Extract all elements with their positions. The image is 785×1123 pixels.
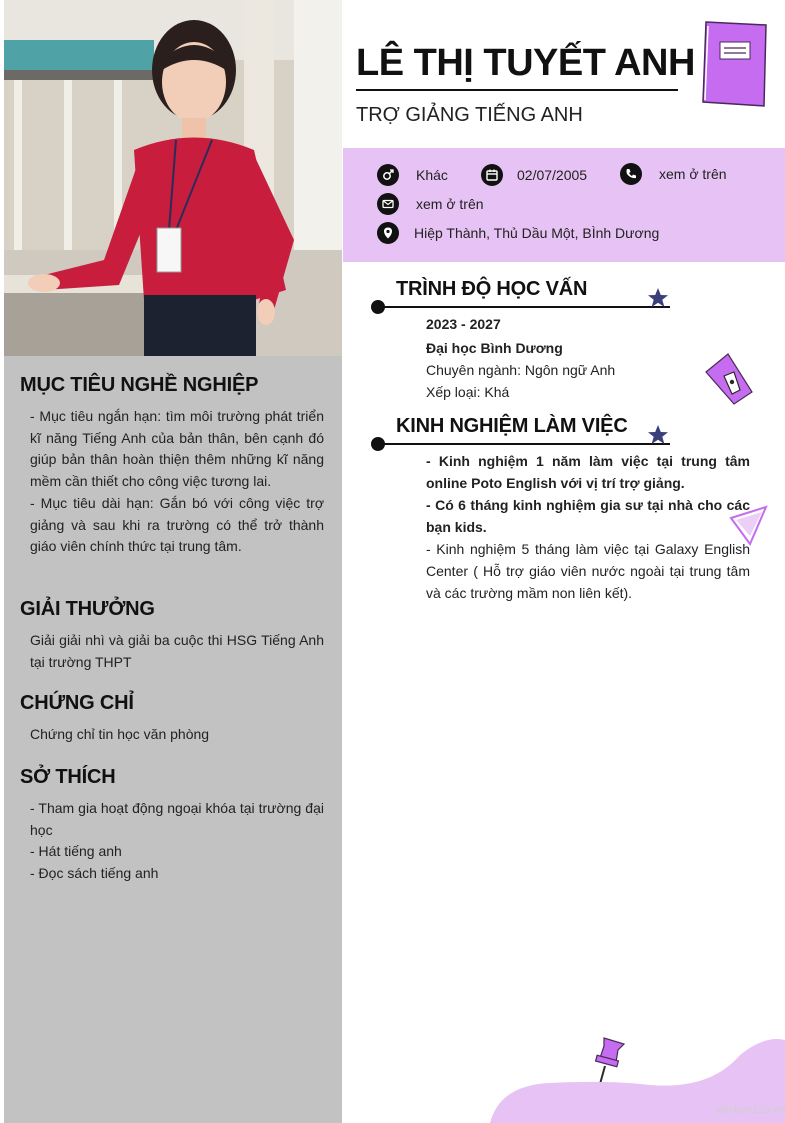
profile-photo-illustration xyxy=(4,0,342,356)
awards-section xyxy=(20,598,324,673)
mail-icon xyxy=(377,193,399,215)
education-years: 2023 - 2027 xyxy=(426,316,501,332)
education-bullet xyxy=(371,300,385,314)
profile-photo xyxy=(4,0,342,356)
certificates-heading: CHỨNG CHỈ xyxy=(20,692,134,714)
address-item xyxy=(377,222,659,244)
job-title: TRỢ GIẢNG TIẾNG ANH xyxy=(356,104,583,126)
hobby-item: - Hát tiếng anh xyxy=(30,843,122,860)
education-details xyxy=(426,313,750,403)
candidate-name: LÊ THỊ TUYẾT ANH xyxy=(356,42,695,84)
awards-heading: GIẢI THƯỞNG xyxy=(20,598,155,620)
gender-item xyxy=(377,164,448,186)
left-sidebar xyxy=(4,0,342,1123)
education-grade: Xếp loại: Khá xyxy=(426,384,510,400)
phone-item xyxy=(620,163,727,185)
gender-value: Khác xyxy=(416,167,448,183)
name-underline xyxy=(356,89,678,91)
notebook-icon xyxy=(700,20,770,110)
birthday-item xyxy=(481,164,587,186)
education-divider xyxy=(378,306,670,308)
experience-divider xyxy=(378,443,670,445)
hobby-item: - Tham gia hoạt động ngoại khóa tại trường đại học xyxy=(30,800,324,838)
calendar-icon xyxy=(481,164,503,186)
hobbies-heading: SỞ THÍCH xyxy=(20,766,116,788)
address-value: Hiệp Thành, Thủ Dầu Một, BÌnh Dương xyxy=(414,225,660,241)
sharpener-icon xyxy=(704,352,754,406)
career-objective-section xyxy=(20,374,324,558)
experience-details xyxy=(426,450,750,604)
education-heading: TRÌNH ĐỘ HỌC VẤN xyxy=(396,278,588,300)
certificates-text: Chứng chỉ tin học văn phòng xyxy=(30,726,210,742)
email-item xyxy=(377,193,484,215)
phone-value: xem ở trên xyxy=(659,166,727,182)
experience-item: - Có 6 tháng kinh nghiệm gia sư tại nhà cho các bạn kids. xyxy=(426,497,750,535)
short-term-goal: - Mục tiêu ngắn hạn: tìm môi trường phát triển kĩ năng Tiếng Anh của bản thân, bên cạnh đó giúp bản thân hoàn thiện thêm những kĩ năng mềm cần thiết cho công việc tương lai. xyxy=(30,408,324,490)
experience-item: - Kinh nghiệm 1 năm làm việc tại trung tâm online Poto English với vị trí trợ giảng. xyxy=(426,453,750,491)
hobbies-section xyxy=(20,766,324,885)
watermark: vieclam123.vn xyxy=(714,1104,785,1116)
star-icon xyxy=(646,424,670,446)
star-icon xyxy=(646,287,670,309)
education-school: Đại học Bình Dương xyxy=(426,340,563,356)
location-pin-icon xyxy=(377,222,399,244)
experience-bullet xyxy=(371,437,385,451)
email-value: xem ở trên xyxy=(416,196,484,212)
gender-icon xyxy=(377,164,399,186)
experience-item: - Kinh nghiệm 5 tháng làm việc tại Galaxy English Center ( Hỗ trợ giáo viên nước ngoài tại trung tâm và các trường mầm non liên kết). xyxy=(426,541,750,601)
birthday-value: 02/07/2005 xyxy=(517,167,588,183)
phone-icon xyxy=(620,163,642,185)
certificates-section xyxy=(20,692,324,746)
career-objective-heading: MỤC TIÊU NGHỀ NGHIỆP xyxy=(20,374,259,396)
awards-text: Giải giải nhì và giải ba cuộc thi HSG Tiếng Anh tại trường THPT xyxy=(30,632,324,670)
contact-panel xyxy=(343,148,785,262)
education-major: Chuyên ngành: Ngôn ngữ Anh xyxy=(426,362,616,378)
experience-heading: KINH NGHIỆM LÀM VIỆC xyxy=(396,415,628,437)
long-term-goal: - Mục tiêu dài hạn: Gắn bó với công việc trợ giảng và sau khi ra trường có thể trở thành giáo viên chính thức tại trung tâm. xyxy=(30,494,324,555)
hobby-item: - Đọc sách tiếng anh xyxy=(30,865,159,882)
